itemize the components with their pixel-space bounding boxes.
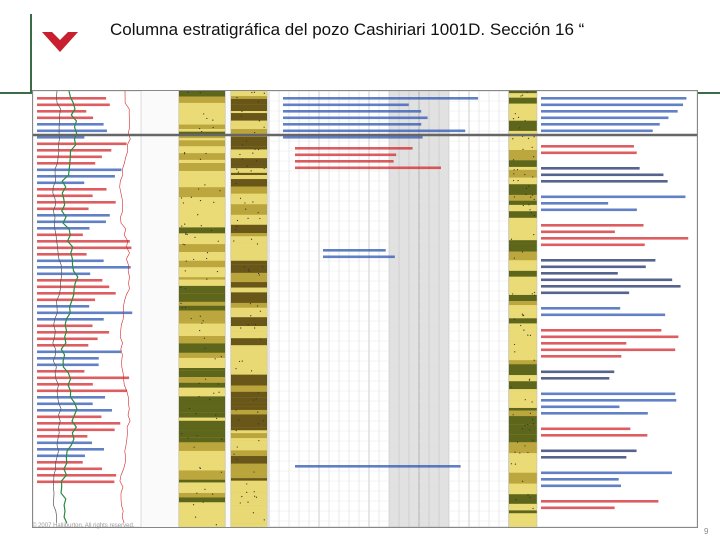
log-graphic (33, 91, 697, 527)
company-logo-icon (40, 26, 80, 54)
header-left-rule (30, 14, 32, 94)
stratigraphic-log-image (32, 90, 698, 528)
footer-copyright: © 2007 Halliburton. All rights reserved. (32, 523, 135, 529)
page-title: Columna estratigráfica del pozo Cashiriari 1001D. Sección 16 “ (110, 20, 585, 39)
page-number: 9 (704, 527, 709, 536)
